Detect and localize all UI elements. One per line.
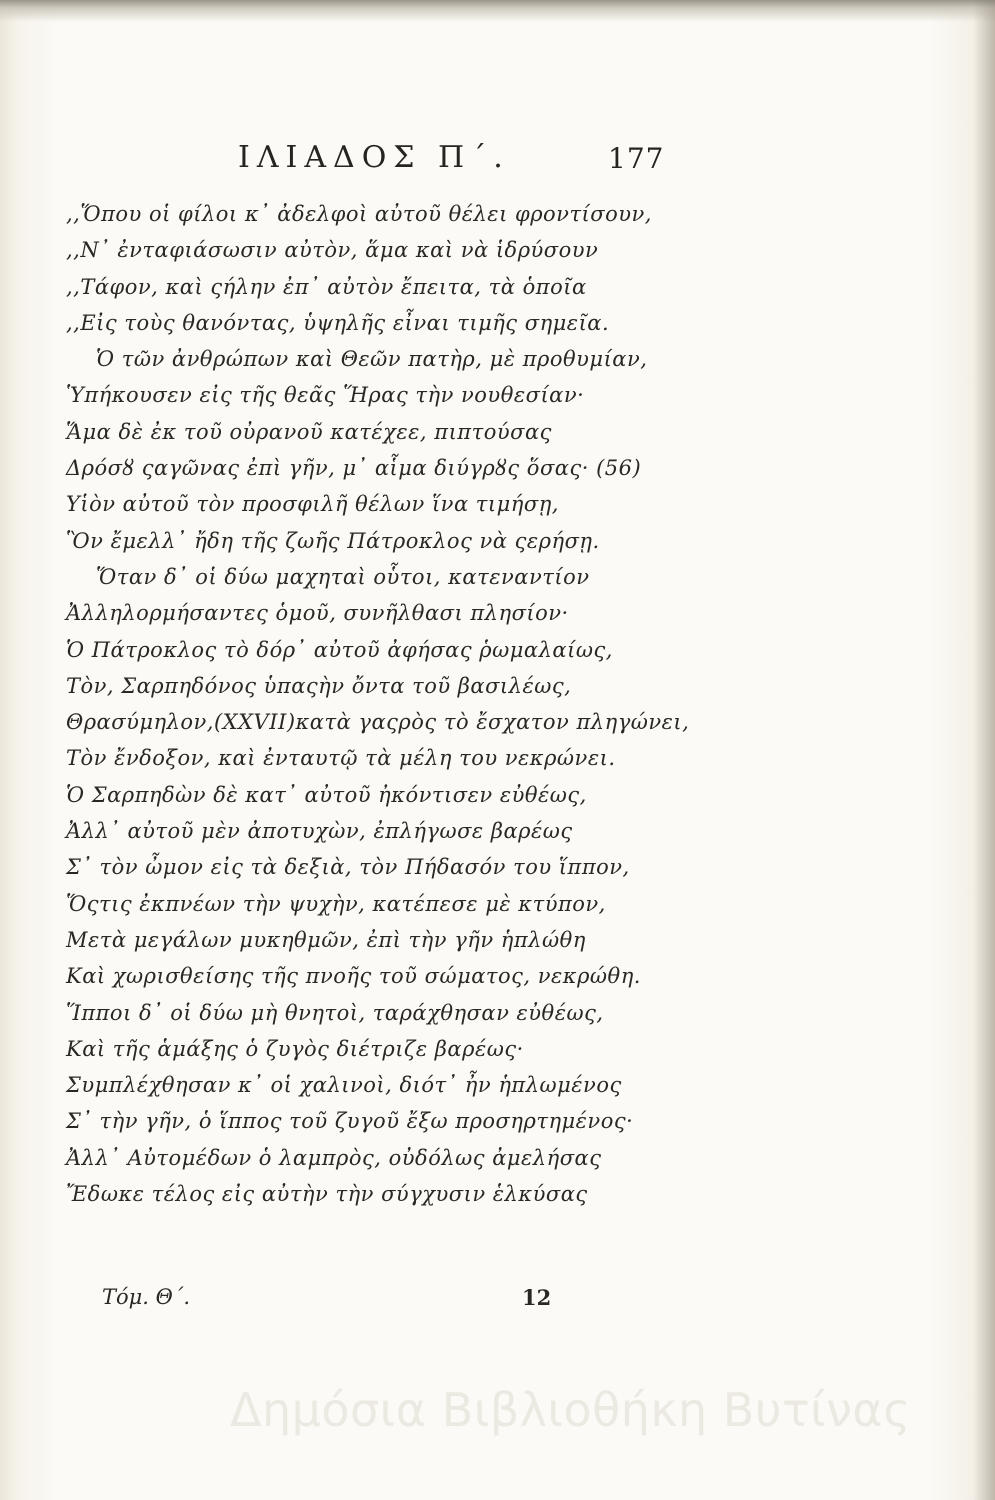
verse-line: Σ᾿ τὸν ὦμον εἰς τὰ δεξιὰ, τὸν Πήδασόν του ἵππον, — [66, 855, 630, 880]
verse-line: Δρόσȣ ςαγῶνας ἐπὶ γῆν, μ᾿ αἷμα διύγρȣς ὅσας· (56) — [66, 456, 642, 481]
verse-line: Ὑπήκουσεν εἰς τῆς θεᾶς Ἥρας τὴν νουθεσίαν· — [66, 383, 585, 408]
verse-line: Ἀλλ᾿ Αὐτομέδων ὁ λαμπρὸς, οὐδόλως ἀμελήσας — [66, 1145, 602, 1170]
verse-line: ,,Ὅπου οἱ φίλοι κ᾿ ἀδελφοὶ αὐτοῦ θέλει φροντίσουν, — [66, 202, 652, 226]
verse-line: ,,Τάφον, καὶ ςήλην ἐπ᾿ αὐτὸν ἔπειτα, τὰ ὁποῖα — [66, 274, 587, 299]
verse-line: Μετὰ μεγάλων μυκηθμῶν, ἐπὶ τὴν γῆν ἡπλώθη — [66, 927, 586, 952]
verse-line: Τὸν ἔνδοξον, καὶ ἐνταυτῷ τὰ μέλη του νεκρώνει. — [66, 746, 616, 771]
verse-line: Καὶ χωρισθείσης τῆς πνοῆς τοῦ σώματος, νεκρώθη. — [66, 964, 641, 989]
verse-line: Ἀλλ᾿ αὐτοῦ μὲν ἀποτυχὼν, ἐπλήγωσε βαρέως — [66, 819, 573, 844]
running-head-title: ΙΛΙΑΔΟΣ Π΄. — [238, 140, 510, 175]
verse-line: Ἵπποι δ᾿ οἱ δύω μὴ θνητοὶ, ταράχθησαν εὐθέως, — [66, 1000, 604, 1025]
verse-line: Τὸν, Σαρπηδόνος ὑπαςὴν ὄντα τοῦ βασιλέως, — [66, 673, 572, 698]
verse-line: Θρασύμηλον,(XXVII)κατὰ γαςρὸς τὸ ἔσχατον πληγώνει, — [66, 710, 690, 735]
poem-text — [66, 196, 966, 1212]
verse-line: Ἔδωκε τέλος εἰς αὐτὴν τὴν σύγχυσιν ἑλκύσας — [66, 1182, 588, 1207]
library-watermark: Δημόσια Βιβλιοθήκη Βυτίνας — [230, 1383, 911, 1437]
verse-line: Ὁ Πάτροκλος τὸ δόρ᾿ αὐτοῦ ἀφήσας ῥωμαλαίως, — [66, 637, 613, 662]
volume-signature: Τόμ. Θ΄. — [102, 1285, 191, 1309]
running-head — [0, 140, 995, 190]
verse-line: Ὅςτις ἐκπνέων τὴν ψυχὴν, κατέπεσε μὲ κτύπον, — [66, 891, 606, 916]
scan-top-shadow — [0, 0, 995, 22]
verse-line: ,,Εἰς τοὺς θανόντας, ὑψηλῆς εἶναι τιμῆς σημεῖα. — [66, 310, 610, 335]
gathering-mark: 12 — [522, 1285, 552, 1310]
verse-line: Καὶ τῆς ἁμάξης ὁ ζυγὸς διέτριζε βαρέως· — [66, 1036, 524, 1061]
verse-line: Ἅμα δὲ ἐκ τοῦ οὐρανοῦ κατέχεε, πιπτούσας — [66, 419, 552, 444]
page-number: 177 — [608, 142, 665, 175]
verse-line: Συμπλέχθησαν κ᾿ οἱ χαλινοὶ, διότ᾿ ἦν ἡπλωμένος — [66, 1073, 622, 1098]
verse-line: ,,Ν᾿ ἐνταφιάσωσιν αὐτὸν, ἅμα καὶ νὰ ἱδρύσουν — [66, 238, 599, 263]
page-edge-shadow — [973, 0, 995, 1500]
verse-line: Ὅταν δ᾿ οἱ δύω μαχηταὶ οὗτοι, κατεναντίον — [96, 564, 590, 589]
page-footer — [102, 1285, 602, 1321]
verse-line: Ἀλληλορμήσαντες ὁμοῦ, συνῆλθασι πλησίον· — [66, 601, 569, 626]
verse-line: Ὃν ἔμελλ᾿ ἤδη τῆς ζωῆς Πάτροκλος νὰ ςερήσῃ. — [66, 528, 600, 553]
verse-line: Ὁ Σαρπηδὼν δὲ κατ᾿ αὐτοῦ ἠκόντισεν εὐθέως, — [66, 782, 587, 807]
verse-line: Υἱὸν αὐτοῦ τὸν προσφιλῆ θέλων ἵνα τιμήσῃ, — [66, 492, 559, 517]
verse-line: Ὁ τῶν ἀνθρώπων καὶ Θεῶν πατὴρ, μὲ προθυμίαν, — [96, 347, 648, 372]
verse-line: Σ᾿ τὴν γῆν, ὁ ἵππος τοῦ ζυγοῦ ἔξω προσηρτημένος· — [66, 1109, 634, 1134]
